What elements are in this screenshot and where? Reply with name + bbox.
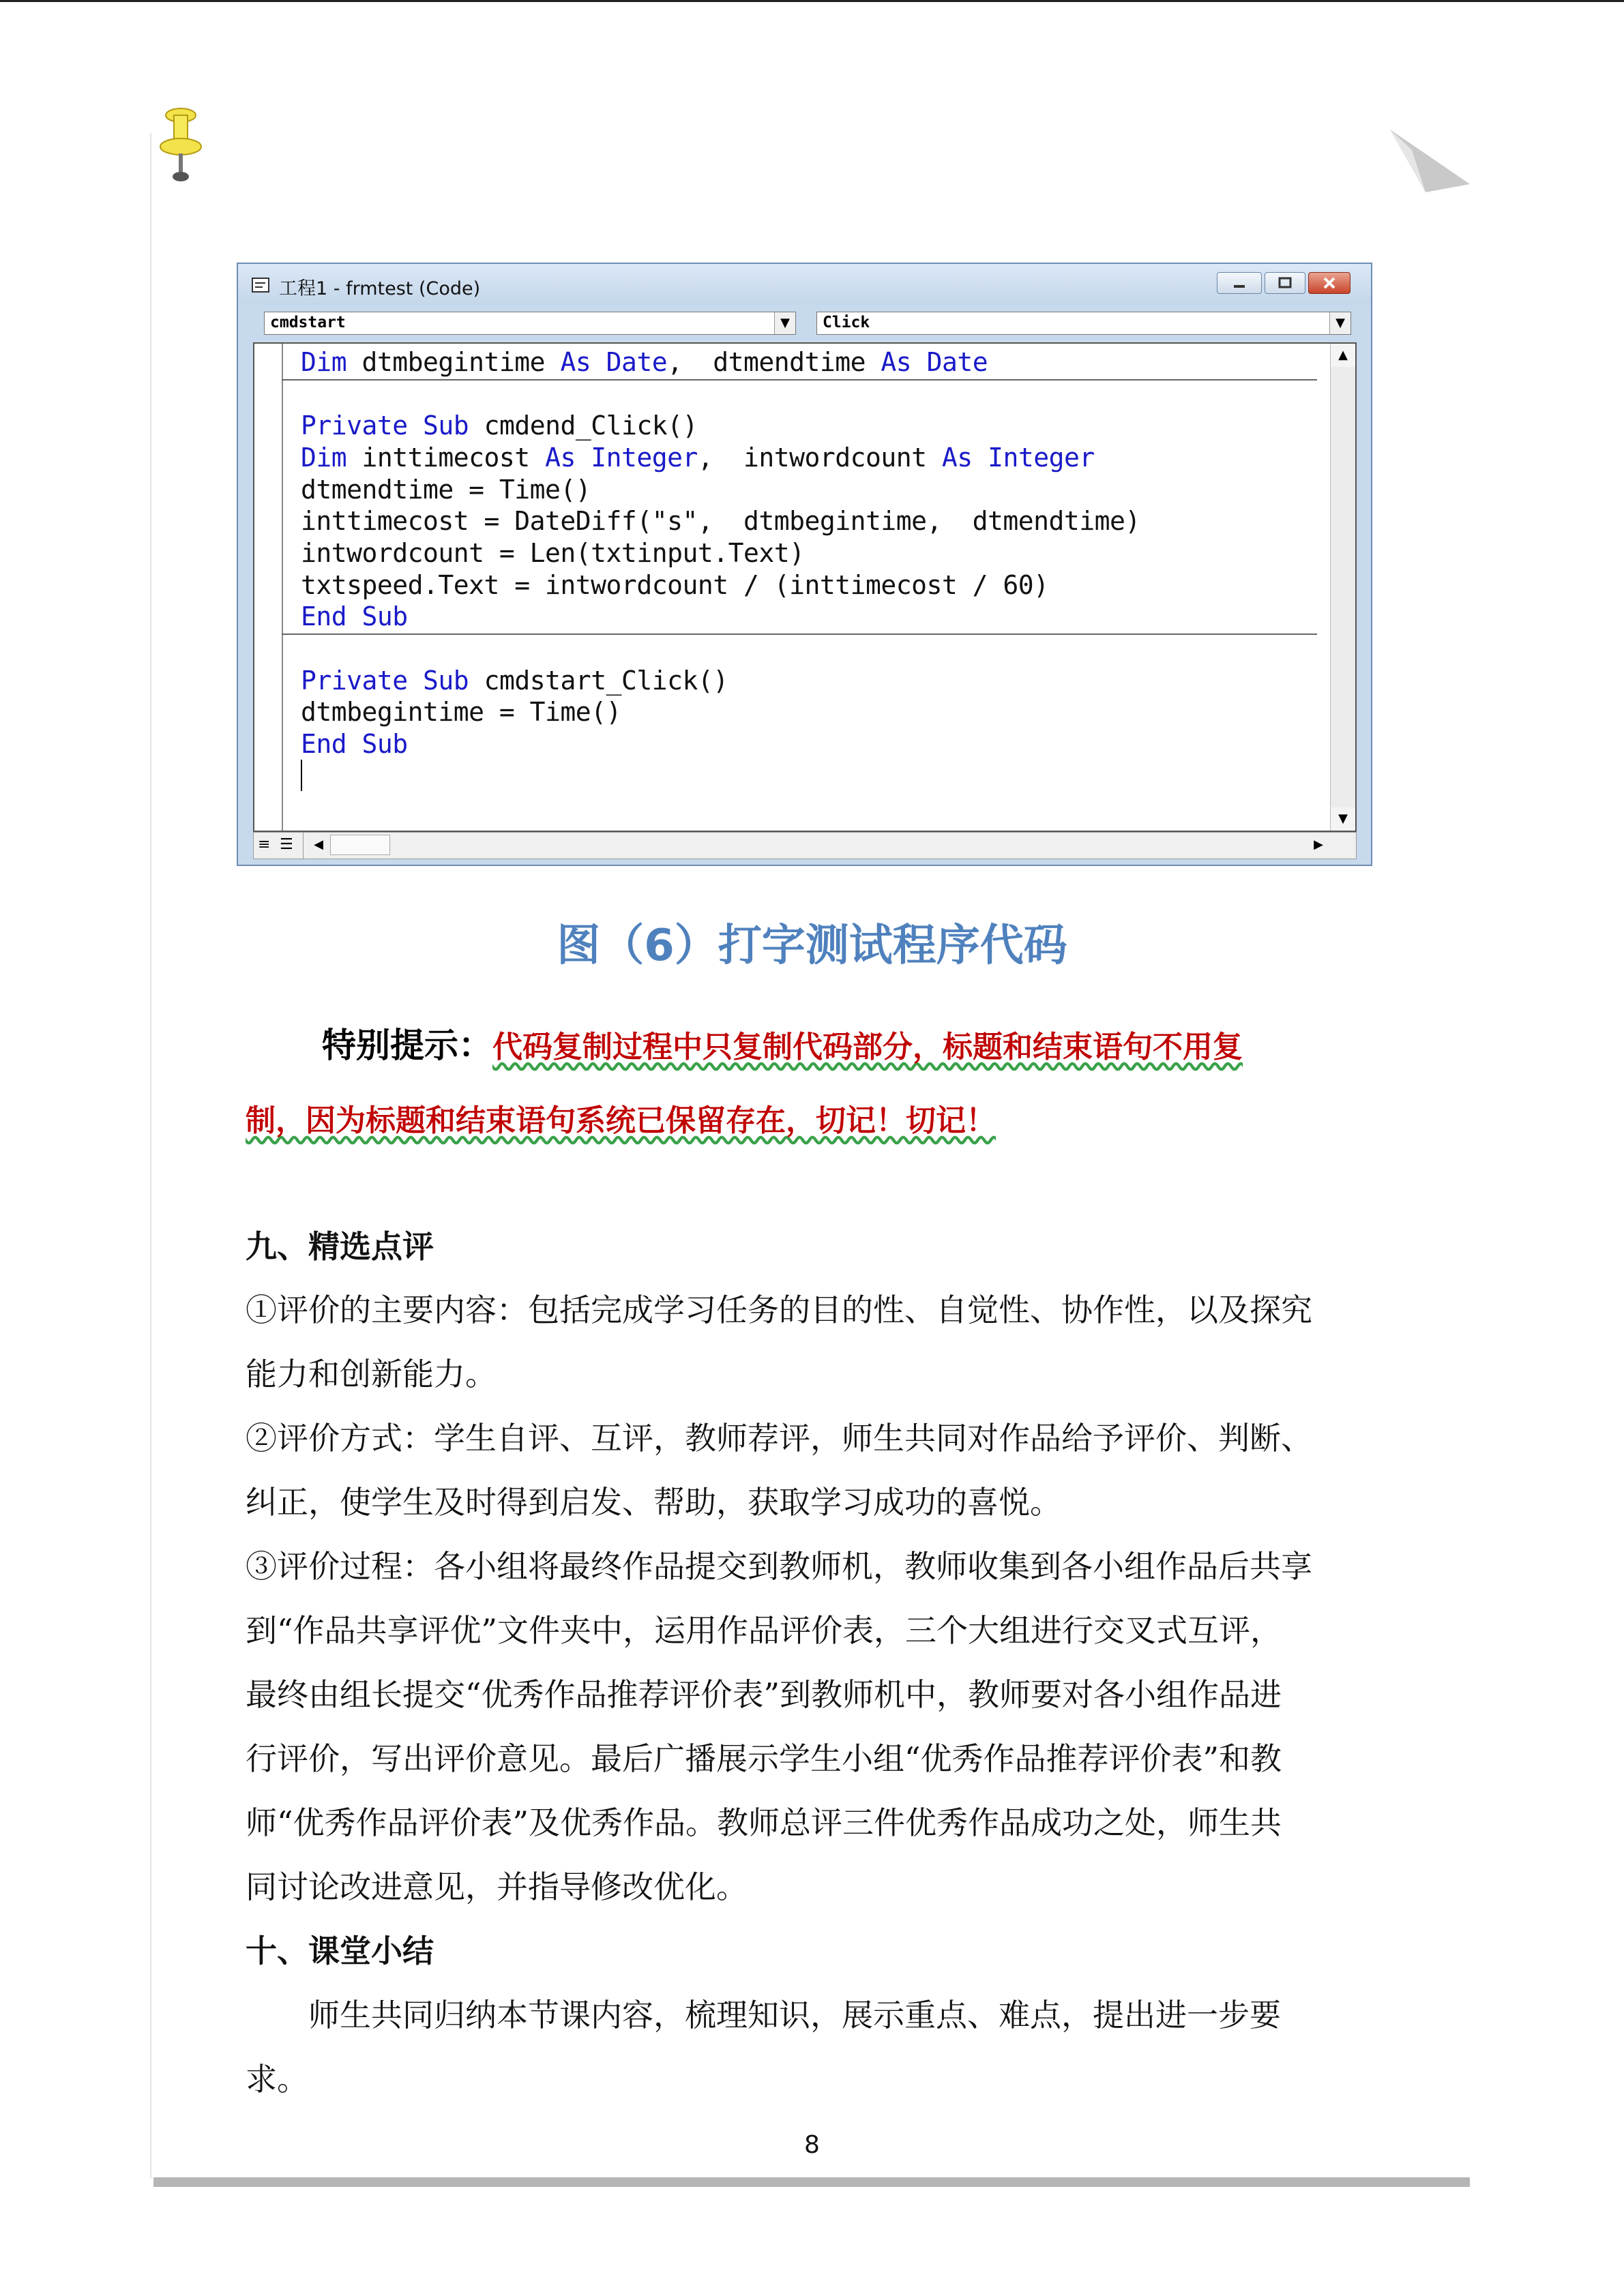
view-toggle-buttons[interactable] (254, 833, 304, 859)
procedure-dropdown-value: Click (823, 314, 870, 331)
paragraph-line: 能力和创新能力。 (246, 1356, 497, 1392)
tip-label: 特别提示： (322, 1026, 492, 1065)
tip-text: 制，因为标题和结束语句系统已保留存在，切记！切记！ (246, 1103, 996, 1138)
paragraph-line: 师“优秀作品评价表”及优秀作品。教师总评三件优秀作品成功之处，师生共 (246, 1804, 1282, 1841)
maximize-button[interactable] (1265, 272, 1305, 294)
page-shadow (153, 2177, 1470, 2187)
section-heading: 九、精选点评 (246, 1228, 434, 1265)
paragraph-line: 行评价，写出评价意见。最后广播展示学生小组“优秀作品推荐评价表”和教 (246, 1740, 1282, 1777)
code-line: Private Sub cmdend_Click() (301, 411, 698, 441)
object-dropdown-value: cmdstart (270, 314, 346, 331)
margin-indicator-bar (254, 344, 283, 831)
figure-caption: 图（6）打字测试程序代码 (557, 921, 1067, 971)
pushpin-icon (153, 106, 208, 188)
procedure-dropdown[interactable] (816, 312, 1351, 335)
code-line: txtspeed.Text = intwordcount / (inttimecost / 60) (301, 570, 1049, 600)
code-line: dtmbegintime = Time() (301, 697, 621, 727)
paragraph-line: 求。 (246, 2061, 308, 2098)
code-line: End Sub (301, 729, 408, 759)
close-button[interactable] (1308, 272, 1350, 294)
vertical-scrollbar[interactable] (1330, 344, 1355, 831)
paragraph-line: ①评价的主要内容：包括完成学习任务的目的性、自觉性、协作性，以及探究 (246, 1292, 1312, 1328)
chevron-down-icon[interactable]: ▼ (774, 312, 795, 334)
window-title-bar[interactable] (238, 264, 1371, 305)
code-line: Dim inttimecost As Integer, intwordcount As Integer (301, 443, 1095, 473)
window-title: 工程1 - frmtest (Code) (279, 278, 481, 299)
object-dropdown[interactable] (264, 312, 796, 335)
paragraph-line: 到“作品共享评优”文件夹中，运用作品评价表，三个大组进行交叉式互评， (246, 1612, 1282, 1649)
code-editor[interactable] (253, 342, 1357, 832)
procedure-separator (282, 379, 1317, 381)
code-line: End Sub (301, 601, 408, 631)
tip-text: 代码复制过程中只复制代码部分，标题和结束语句不用复 (492, 1030, 1243, 1064)
procedure-view-icon[interactable]: ≡ (258, 836, 271, 853)
page-number: 8 (804, 2131, 820, 2159)
scroll-thumb[interactable] (330, 835, 390, 855)
paragraph-line: 纠正，使学生及时得到启发、帮助，获取学习成功的喜悦。 (246, 1484, 1061, 1521)
horizontal-scrollbar[interactable] (253, 832, 1357, 859)
paragraph-line: ②评价方式：学生自评、互评，教师荐评，师生共同对作品给予评价、判断、 (246, 1420, 1312, 1457)
code-line: Dim dtmbegintime As Date, dtmendtime As Date (301, 347, 988, 377)
page-curl-icon (1385, 130, 1477, 194)
text-caret (301, 760, 302, 791)
procedure-separator (282, 633, 1317, 635)
restore-icon (1265, 273, 1305, 293)
scroll-right-icon[interactable]: ▶ (1314, 837, 1323, 852)
scroll-left-icon[interactable]: ◀ (314, 837, 323, 852)
paragraph-line: 同讨论改进意见，并指导修改优化。 (246, 1868, 748, 1905)
paragraph-line: 师生共同归纳本节课内容，梳理知识，展示重点、难点，提出进一步要 (246, 1997, 1281, 2033)
close-icon (1309, 273, 1350, 293)
scroll-down-icon[interactable]: ▼ (1331, 807, 1355, 831)
code-line: dtmendtime = Time() (301, 475, 591, 505)
minimize-icon (1217, 273, 1261, 293)
paragraph-line: 最终由组长提交“优秀作品推荐评价表”到教师机中，教师要对各小组作品进 (246, 1676, 1282, 1713)
chevron-down-icon[interactable]: ▼ (1329, 312, 1350, 334)
code-line: inttimecost = DateDiff("s", dtmbegintime, dtmendtime) (301, 506, 1140, 536)
paragraph-line: ③评价过程：各小组将最终作品提交到教师机，教师收集到各小组作品后共享 (246, 1548, 1312, 1585)
minimize-button[interactable] (1217, 272, 1262, 294)
code-window-icon (252, 278, 269, 293)
top-rule (0, 0, 1624, 2)
section-heading: 十、课堂小结 (246, 1933, 434, 1969)
code-line: intwordcount = Len(txtinput.Text) (301, 538, 805, 568)
full-module-view-icon[interactable]: ☰ (280, 836, 293, 853)
tip-line-2 (246, 1096, 996, 1139)
vb-code-window (237, 263, 1372, 866)
code-line: Private Sub cmdstart_Click() (301, 666, 728, 696)
tip-line-1 (322, 1018, 1243, 1067)
scroll-up-icon[interactable]: ▲ (1331, 344, 1355, 367)
